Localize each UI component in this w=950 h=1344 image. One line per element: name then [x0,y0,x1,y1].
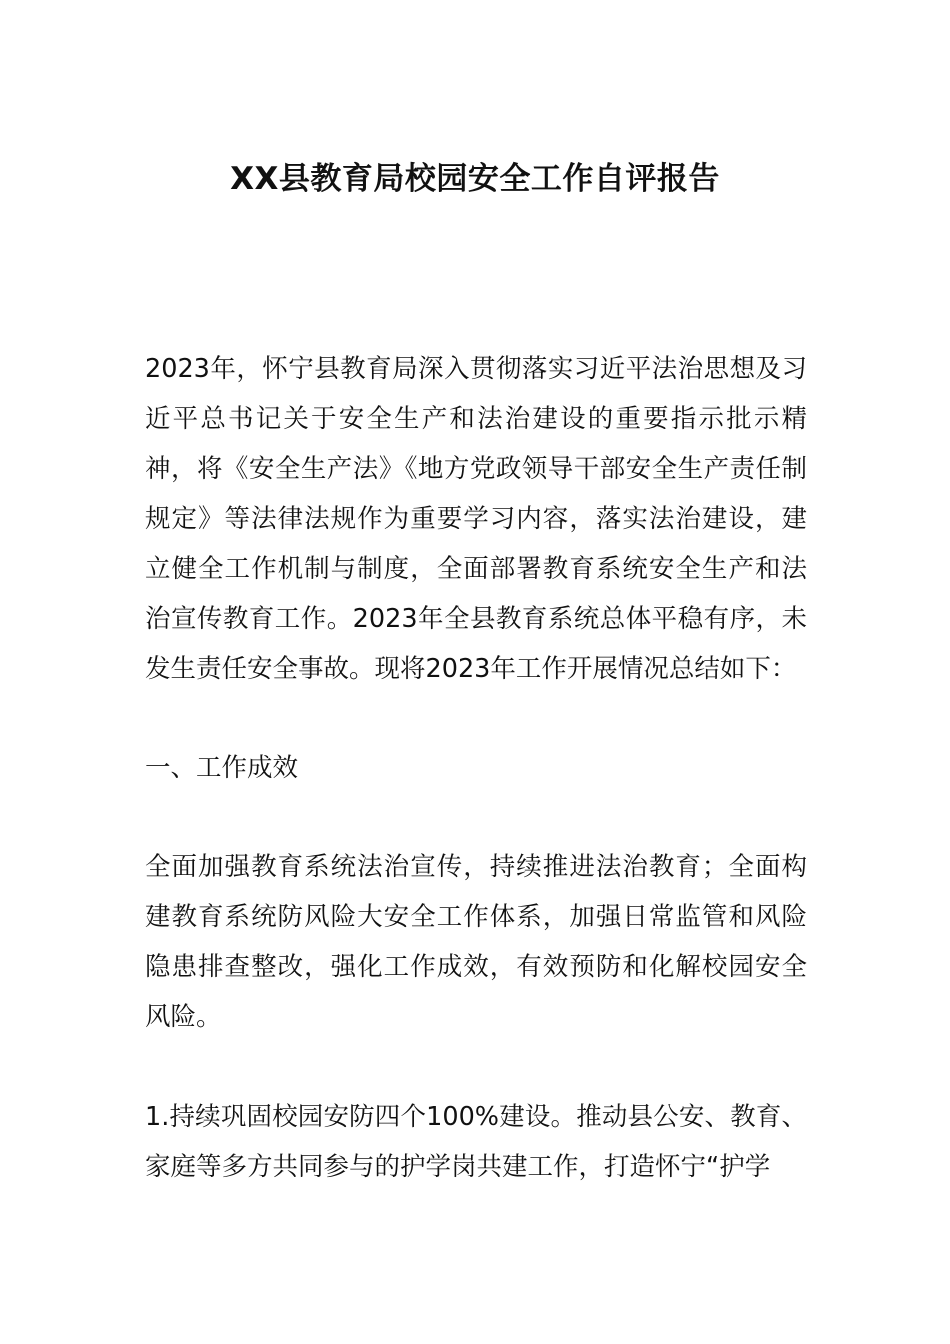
document-title: XX县教育局校园安全工作自评报告 [230,161,720,197]
section-heading: 一、工作成效 [145,753,299,783]
intro-paragraph: 2023年，怀宁县教育局深入贯彻落实习近平法治思想及习近平总书记关于安全生产和法治建设的重要指示批示精神，将《安全生产法》《地方党政领导干部安全生产责任制规定》等法律法规作为重要学习内容，落实法治建设，建立健全工作机制与制度，全面部署教育系统安全生产和法治宣传教育工作。2023年全县教育系统总体平稳有序，未发生责任安全事故。现将2023年工作开展情况总结如下： [145,354,807,684]
item-paragraph: 1.持续巩固校园安防四个100%建设。推动县公安、教育、家庭等多方共同参与的护学岗共建工作，打造怀宁“护学 [145,1102,807,1182]
section-summary-paragraph: 全面加强教育系统法治宣传，持续推进法治教育；全面构建教育系统防风险大安全工作体系，加强日常监管和风险隐患排查整改，强化工作成效，有效预防和化解校园安全风险。 [145,852,807,1032]
